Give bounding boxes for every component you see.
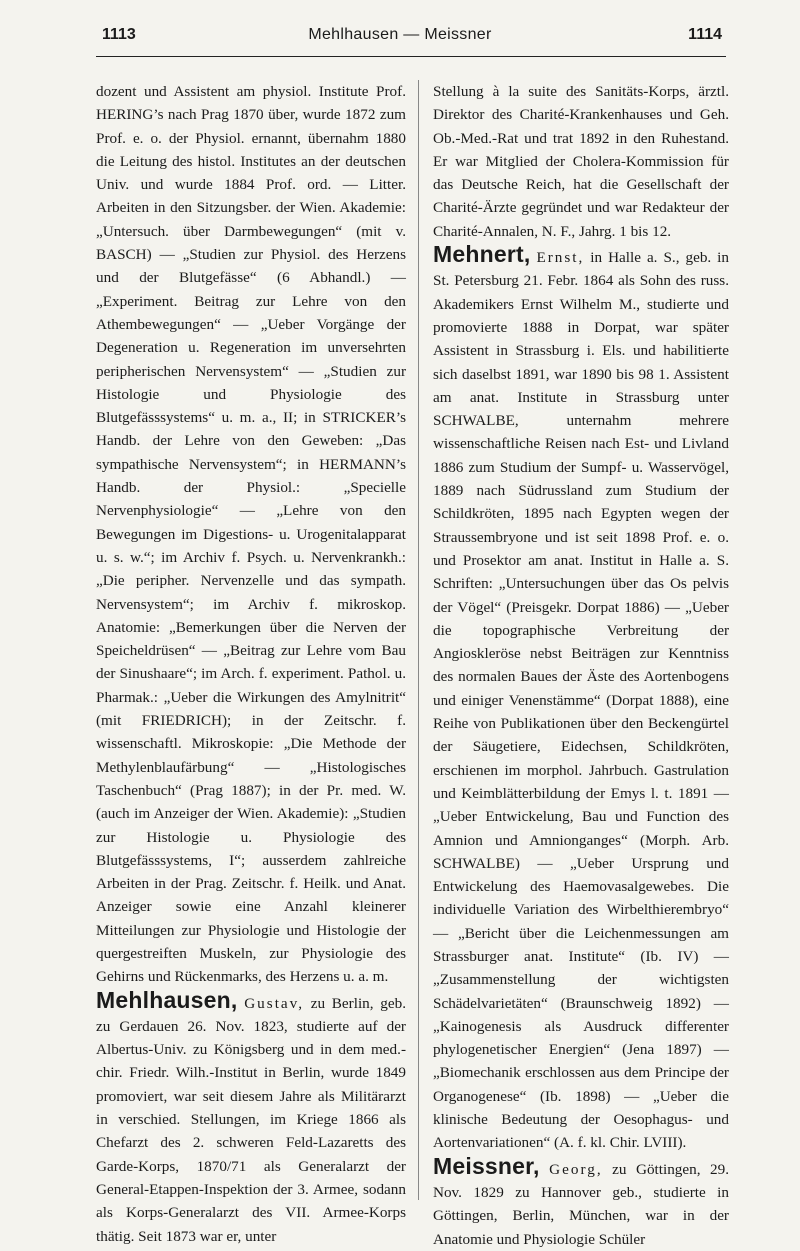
entry-given-name: Ernst,: [536, 249, 585, 267]
right-column: [433, 80, 729, 1251]
entry-given-name: Gustav,: [244, 994, 305, 1012]
entry-text: in Halle a. S., geb. in St. Petersburg 21. Febr. 1864 als Sohn des russ. Akademikers Ernst Wilhelm M., studierte und promovierte 1888 in Dorpat, war später Assistent in Strassburg i. Els. und habilitierte sich daselbst 1891, war 1890 bis 98 1. Assistent am anat. Institute in Strassburg unter SCHWALBE, unternahm mehrere wissenschaftliche Reisen nach Est- und Livland 1886 zum Studium der Sumpf- u. Wasservögel, 1889 nach Südrussland zum Studium der Schildkröten, 1895 nach Egypten wegen der Straussembryone und ist seit 1898 Prof. e. o. und Prosektor am anat. Institut in Halle a. S. Schriften: „Untersuchungen über das Os pelvis der Vögel“ (Preisgekr. Dorpat 1886) — „Ueber die topographische Verbreitung der Angioskleröse nebst Beiträgen zur Kenntniss des normalen Baues der Äste des Aortenbogens und einiger Venenstämme“ (Dorpat 1888), eine Reihe von Publikationen über den Beckengürtel der Säugetiere, Eidechsen, Schildkröten, erschienen im morphol. Jahrbuch. Gastrulation und Keimblätterbildung der Emys l. t. 1891 — „Ueber Entwickelung, Bau und Function des Amnion und Amnionganges“ (Morph. Arb. SCHWALBE) — „Ueber Ursprung und Entwickelung des Haemovasalgewebes. Die individuelle Variation des Wirbelthierembryo“ — „Bericht über die Leichenmessungen am Strassburger anat. Institute“ (Ib. IV) — „Zusammenstellung der wichtigsten Schädelvarietäten“ (Braunschweig 1892) — „Kainogenesis als Ausdruck differenter phylogenetischer Energien“ (Jena 1897) — „Biomechanik erschlossen aus dem Principe der Organogenese“ (Ib. 1898) — „Ueber die klinische Bedeutung der Oesophagus- und Aortenvariationen“ (A. f. kl. Chir. LVIII).: [433, 249, 729, 1152]
entry-meissner: [433, 1152, 730, 1251]
page-number-left: 1113: [102, 26, 136, 43]
header-rule: [96, 56, 726, 57]
entry-name: Mehlhausen,: [96, 986, 238, 1013]
running-head: Mehlhausen — Meissner: [308, 26, 492, 43]
column-divider: [418, 80, 419, 1200]
entry-continuation-text: Stellung à la suite des Sanitäts-Korps, ärztl. Direktor des Charité-Krankenhauses und Geh. Ob.-Med.-Rat und trat 1892 in den Ruhestand. Er war Mitglied der Cholera-Kommission für das Deutsche Reich, hat die Gesellschaft der Charité-Ärzte gegründet und war Redakteur der Charité-Annalen, N. F., Jahrg. 1 bis 12.: [433, 83, 729, 240]
page-header: [0, 0, 800, 62]
page-number-right: 1114: [688, 26, 722, 43]
entry-text: zu Göttingen, 29. Nov. 1829 zu Hannover geb., studierte in Göttingen, Berlin, München, war in der Anatomie und Physiologie Schüler: [433, 1160, 730, 1248]
entry-continuation-text: dozent und Assistent am physiol. Institute Prof. HERING’s nach Prag 1870 über, wurde 1872 zum Prof. e. o. der Physiol. ernannt, übernahm 1880 die Leitung des histol. Institutes an der deutschen Univ. und wurde 1884 Prof. ord. — Litter. Arbeiten in den Sitzungsber. der Wien. Akademie: „Untersuch. über Darmbewegungen“ (mit v. BASCH) — „Studien zur Physiol. des Herzens und der Blutgefässe“ (6 Abhandl.) — „Experiment. Beitrag zur Lehre von den Athembewegungen“ — „Ueber Vorgänge der Degeneration u. Regeneration im unversehrten peripherischen Nervensystem“ — „Studien zur Histologie und Physiologie des Blutgefässsystems“ u. m. a., II; in STRICKER’s Handb. der Lehre von den Geweben: „Das sympathische Nervensystem“; in HERMANN’s Handb. der Physiol.: „Specielle Nervenphysiologie“ — „Lehre von den Bewegungen im Digestions- u. Urogenitalapparat u. s. w.“; im Archiv f. Psych. u. Nervenkrankh.: „Die peripher. Nervenzelle und das sympath. Nervensystem“; im Archiv f. mikroskop. Anatomie: „Bemerkungen über die Nerven der Speicheldrüsen“ — „Beitrag zur Lehre vom Bau der Sinushaare“; im Arch. f. experiment. Pathol. u. Pharmak.: „Ueber die Wirkungen des Amylnitrit“ (mit FRIEDRICH); in der Zeitschr. f. wissenschaftl. Mikroskopie: „Die Methode der Methylenblaufärbung“ — „Histologisches Taschenbuch“ (Prag 1887); in der Pr. med. W. (auch im Anzeiger der Wien. Akademie): „Studien zur Histologie u. Physiologie des Blutgefässsystems, I“; ausserdem zahlreiche Arbeiten in der Prag. Zeitschr. f. Heilk. und Anat. Anzeiger sowie eine Anzahl kleinerer Mitteilungen zur Physiologie und Histologie der quergestreiften Muskeln, zur Physiologie des Gehirns und Rückenmarks, des Herzens u. a. m.: [96, 83, 406, 986]
entry-name: Mehnert,: [433, 241, 531, 268]
entry-name: Meissner,: [433, 1152, 540, 1179]
entry-given-name: Georg,: [549, 1160, 603, 1178]
entry-mehnert: [433, 243, 729, 1155]
entry-mehlhausen: [96, 986, 406, 1248]
left-column: [96, 80, 406, 1248]
entry-text: zu Berlin, geb. zu Gerdauen 26. Nov. 1823, studierte auf der Albertus-Univ. zu Königsberg und in dem med.-chir. Friedr. Wilh.-Institut in Berlin, wurde 1849 promoviert, war seit diesem Jahre als Militärarzt in verschied. Stellungen, im Kriege 1866 als Chefarzt des 2. schweren Feld-Lazaretts des Garde-Korps, 1870/71 als Generalarzt der General-Etappen-Inspektion der 3. Armee, sodann als Korps-Generalarzt des VII. Armee-Korps thätig. Seit 1873 war er, unter: [96, 994, 406, 1245]
